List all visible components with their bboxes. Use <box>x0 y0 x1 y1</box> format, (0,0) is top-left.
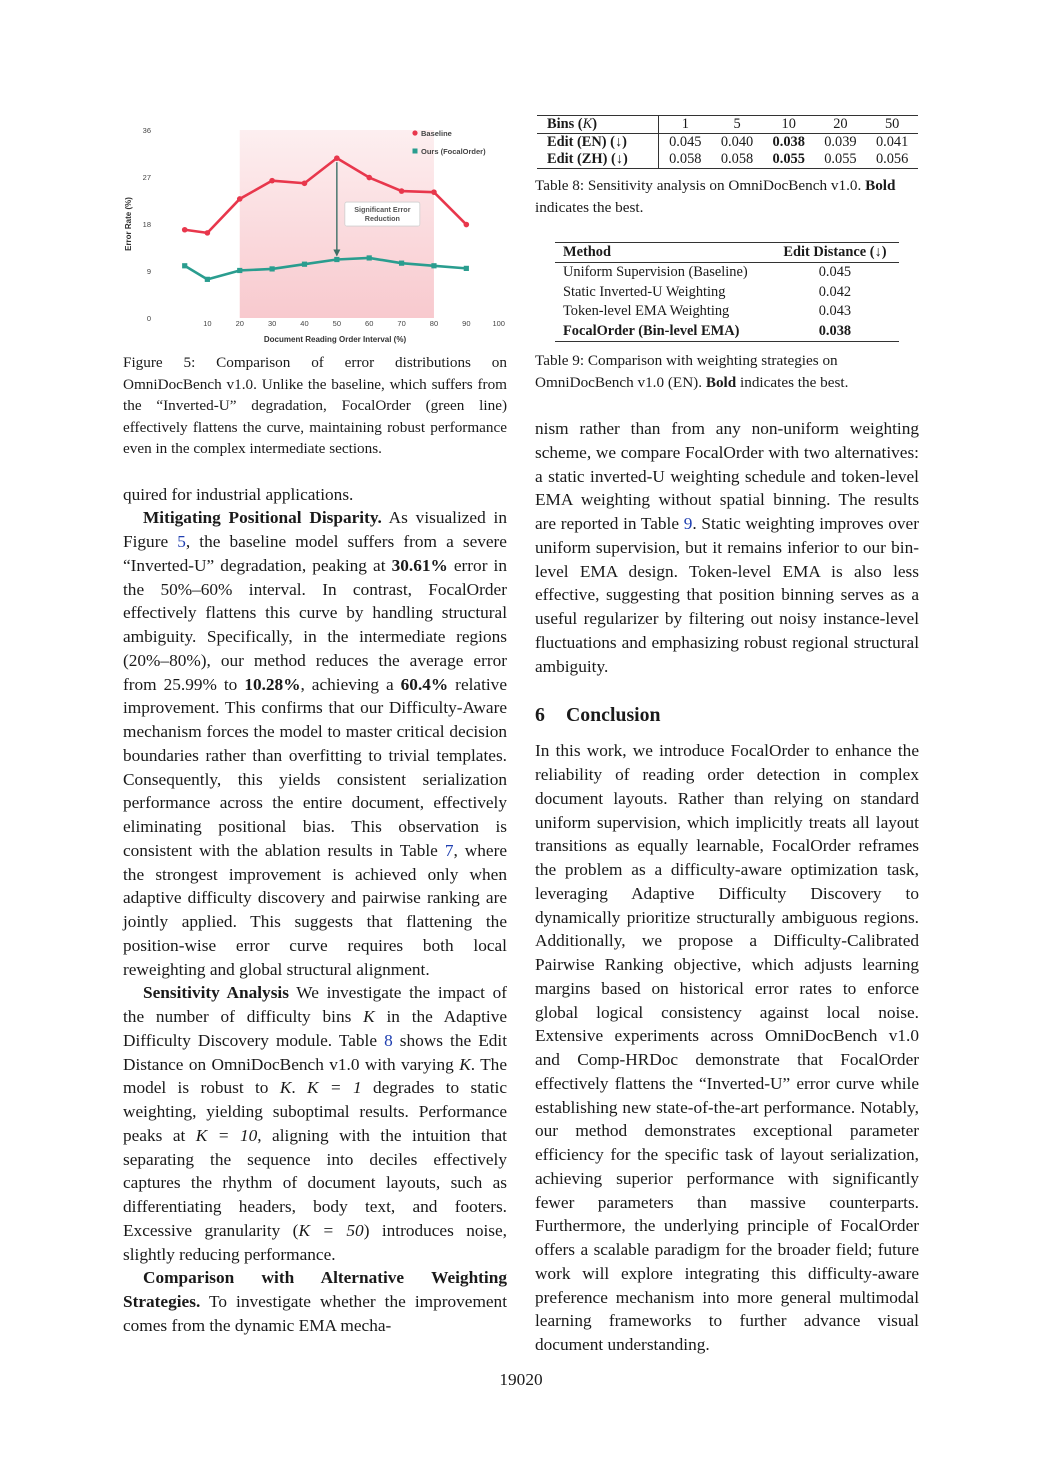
row-label: Edit (EN) (↓) <box>537 134 659 152</box>
value-cell: 0.045 <box>818 264 852 280</box>
table-col-header: 1 <box>659 116 711 134</box>
figure-caption: Figure 5: Comparison of error distributions on OmniDocBench v1.0. Unlike the baseline, which suffers from the “Inverted-U” degradation, FocalOrder (green line) effectively flattens the curve, maintaining robust performance even in the complex intermediate sections. <box>123 354 507 457</box>
figure-ref-link[interactable]: 5 <box>177 532 186 551</box>
text-span: ) introduces noise, slightly reducing performance. <box>123 1220 507 1264</box>
y-tick-label: 18 <box>142 220 151 229</box>
text-span: shows the Edit Distance on OmniDocBench v1.0 with varying <box>123 1030 507 1074</box>
table-cell: 0.040 <box>720 134 754 150</box>
text-span: nism rather than from any non-uniform weighting scheme, we compare FocalOrder with two alternatives: a static inverted-U weighting schedule and token-level EMA weighting without spatial binning. The results are reported in Table <box>535 419 919 533</box>
table-row <box>555 322 899 342</box>
math-k: K = 1 <box>307 1078 362 1098</box>
x-tick-label: 60 <box>365 319 374 328</box>
table-header-cell <box>537 116 659 134</box>
focalorder-point <box>464 266 469 271</box>
method-cell: Token-level EMA Weighting <box>563 303 730 319</box>
value-cell: 0.038 <box>771 322 899 342</box>
text-span: relative improvement. This confirms that our Difficulty-Aware mechanism forces the model to master critical decision boundaries rather than overfitting to trivial templates. Consequently, this yields consistent serialization performance across the entire document, effectively eliminating positional bias. This observation is consistent with the ablation results in Table <box>123 674 507 860</box>
left-column <box>123 115 507 1338</box>
runin-heading: Comparison with Alternative Weighting Strategies. <box>123 1268 507 1311</box>
table-9 <box>555 242 899 342</box>
table-cell-best: 0.055 <box>763 151 815 169</box>
table-col-header: Edit Distance (↓) <box>771 243 899 263</box>
text-span: . The model is robust to <box>123 1054 507 1098</box>
bold-value: 60.4% <box>400 674 449 694</box>
focalorder-point <box>270 266 275 271</box>
table-col-header: Method <box>555 243 771 263</box>
y-axis-label: Error Rate (%) <box>124 197 133 251</box>
math-k: K <box>279 1078 292 1098</box>
paragraph-continuation: quired for industrial applications. <box>123 484 354 504</box>
baseline-point <box>237 196 243 202</box>
table-header-row <box>537 116 918 134</box>
text-span: , achieving a <box>300 674 401 694</box>
text-span: indicates the best. <box>535 198 644 216</box>
table-ref-link[interactable]: 8 <box>384 1030 393 1050</box>
focalorder-point <box>182 263 187 268</box>
bold-value: 30.61% <box>391 555 448 575</box>
legend-label: Ours (FocalOrder) <box>421 147 486 156</box>
text-span: Table 9: Comparison with weighting strategies on OmniDocBench v1.0 (EN). <box>535 352 838 391</box>
bold-word: Bold <box>705 373 737 391</box>
focalorder-point <box>334 257 339 262</box>
math-k: K = 10 <box>195 1125 258 1145</box>
text-span: error in the 50%–60% interval. In contrast, FocalOrder effectively flattens this curve by handling structural ambiguity. Specifically, in the intermediate regions (20%–80%), our method reduces the average error from 25.99% to <box>123 555 507 694</box>
table-row <box>555 263 899 283</box>
x-tick-label: 10 <box>203 319 212 328</box>
x-tick-label: 70 <box>397 319 406 328</box>
baseline-point <box>302 180 308 186</box>
baseline-point <box>366 175 372 181</box>
focalorder-point <box>431 263 436 268</box>
y-tick-label: 36 <box>142 126 151 135</box>
table-8 <box>537 115 918 169</box>
header-label: Bins ( <box>547 116 583 132</box>
bold-word: Bold <box>865 177 896 194</box>
table-cell-best: 0.038 <box>772 134 805 150</box>
error-rate-chart <box>123 115 507 350</box>
baseline-point <box>399 188 405 194</box>
paragraph-positional-disparity <box>123 506 507 981</box>
page-number: 19020 <box>499 1370 543 1389</box>
x-tick-label: 20 <box>235 319 244 328</box>
value-cell: 0.043 <box>818 303 852 319</box>
y-tick-label: 9 <box>146 267 151 276</box>
focalorder-point <box>237 268 242 273</box>
text-span: As visualized in Figure <box>123 508 507 551</box>
table-row <box>555 302 899 322</box>
table-cell: 0.058 <box>659 151 711 169</box>
baseline-point <box>431 189 437 195</box>
table-cell: 0.058 <box>711 151 763 169</box>
table-9-caption <box>535 350 919 393</box>
table-col-header: 50 <box>866 116 918 134</box>
y-tick-label: 0 <box>146 314 151 323</box>
focalorder-point <box>367 255 372 260</box>
focalorder-point <box>302 262 307 267</box>
paragraph-weighting <box>123 1266 507 1337</box>
legend-marker-baseline <box>412 130 417 135</box>
table-ref-link[interactable]: 7 <box>444 840 454 860</box>
text-span: in the Adaptive Difficulty Discovery module. Table <box>123 1007 508 1050</box>
math-k: K = 50 <box>298 1220 364 1240</box>
baseline-point <box>205 230 211 236</box>
table-ref-link[interactable]: 9 <box>683 514 693 533</box>
y-tick-label: 27 <box>142 173 151 182</box>
runin-heading: Mitigating Positional Disparity. <box>143 508 382 528</box>
text-span: We investigate the impact of the number of difficulty bins <box>123 983 507 1026</box>
x-tick-label: 50 <box>332 319 342 328</box>
text-span: . <box>291 1078 308 1098</box>
paragraph-conclusion: In this work, we introduce FocalOrder to enhance the reliability of reading order detection in complex document layouts. Rather than relying on standard uniform supervision, which implicitly treats all layout transitions as equally learnable, FocalOrder reframes the problem as a difficulty-aware optimization task, leveraging Adaptive Difficulty Discovery to dynamically prioritize structurally ambiguous regions. Additionally, we propose a Difficulty-Calibrated Pairwise Ranking objective, which adjusts learning margins based on historical error rates to enforce global logical consistency against local noise. Extensive experiments across OmniDocBench v1.0 and Comp-HRDoc demonstrate that FocalOrder effectively flattens the “Inverted-U” error curve while establishing new state-of-the-art performance. Notably, our method demonstrates exceptional parameter efficiency for the specific task of layout serialization, achieving superior performance with significantly fewer parameters than massive counterparts. Furthermore, the underlying principle of FocalOrder offers a scalable paradigm for the broader field; future work will explore integrating this difficulty-aware preference mechanism into more general multimodal learning frameworks to further advance visual document understanding. <box>535 741 919 1354</box>
x-tick-label: 30 <box>267 319 277 328</box>
method-cell: FocalOrder (Bin-level EMA) <box>555 322 771 342</box>
text-span: , where the strongest improvement is achieved only when adaptive difficulty discovery and pairwise ranking are jointly applied. This suggests that flattening the position-wise error curve requires both local reweighting and global structural alignment. <box>123 840 507 979</box>
text-span: indicates the best. <box>736 373 849 391</box>
x-tick-label: 90 <box>462 319 471 328</box>
table-row <box>537 134 918 152</box>
table-cell: 0.039 <box>824 134 857 150</box>
legend-marker-focalorder <box>413 149 418 154</box>
section-title: Conclusion <box>566 704 661 727</box>
math-k: K <box>459 1054 471 1074</box>
table-col-header: 10 <box>763 116 815 134</box>
text-span: , the baseline model suffers from a severe “Inverted-U” degradation, peaking at <box>123 532 507 575</box>
table-row <box>555 283 899 303</box>
text-span: , aligning with the intuition that separating the sequence into deciles effectively captures the rhythm of document layouts, such as differentiating headers, body text, and footers. Excessive granularity ( <box>123 1125 507 1240</box>
x-tick-label: 80 <box>429 319 439 328</box>
row-label: Edit (ZH) (↓) <box>537 151 659 169</box>
focalorder-point <box>399 261 404 266</box>
legend-label: Baseline <box>421 129 452 138</box>
paragraph-continuation-right <box>535 417 919 678</box>
section-heading <box>535 704 919 727</box>
method-cell: Uniform Supervision (Baseline) <box>563 264 748 280</box>
math-k: K <box>582 116 593 132</box>
bold-value: 10.28% <box>244 674 301 694</box>
x-tick-label: 40 <box>300 319 309 328</box>
table-row <box>537 151 918 169</box>
text-span: . Static weighting improves over uniform supervision, but it remains inferior to our bin-level EMA design. Token-level EMA is also less effective, suggesting that position binning serves as a useful regularizer by filtering out noisy instance-level fluctuations and emphasizing robust regional structural ambiguity. <box>535 514 919 676</box>
section-number: 6 <box>535 704 545 727</box>
table-cell: 0.041 <box>875 134 909 150</box>
baseline-point <box>464 222 470 228</box>
x-tick-label: 100 <box>492 319 505 328</box>
text-span: degrades to static weighting, yielding suboptimal results. Performance peaks at <box>123 1078 507 1145</box>
table-cell: 0.045 <box>669 134 702 150</box>
annotation-text: Significant Error <box>354 205 411 215</box>
text-span: Table 8: Sensitivity analysis on OmniDocBench v1.0. <box>535 177 866 194</box>
value-cell: 0.042 <box>818 283 852 300</box>
focalorder-point <box>205 277 210 282</box>
table-cell: 0.055 <box>815 151 867 169</box>
annotation-text: Reduction <box>364 214 400 224</box>
method-cell: Static Inverted-U Weighting <box>563 283 726 300</box>
table-col-header: 20 <box>815 116 867 134</box>
table-col-header: 5 <box>711 116 763 134</box>
math-k: K <box>363 1007 375 1026</box>
baseline-point <box>334 155 340 161</box>
table-cell: 0.056 <box>866 151 918 169</box>
header-close: ) <box>592 116 597 132</box>
baseline-point <box>269 178 275 184</box>
paragraph-sensitivity <box>123 981 507 1266</box>
table-header-row <box>555 243 899 263</box>
table-8-caption <box>535 175 919 218</box>
runin-heading: Sensitivity Analysis <box>143 983 289 1003</box>
text-span: To investigate whether the improvement comes from the dynamic EMA mecha- <box>123 1292 507 1335</box>
right-column <box>535 115 919 1357</box>
baseline-point <box>182 227 188 233</box>
x-axis-label: Document Reading Order Interval (%) <box>263 335 407 344</box>
